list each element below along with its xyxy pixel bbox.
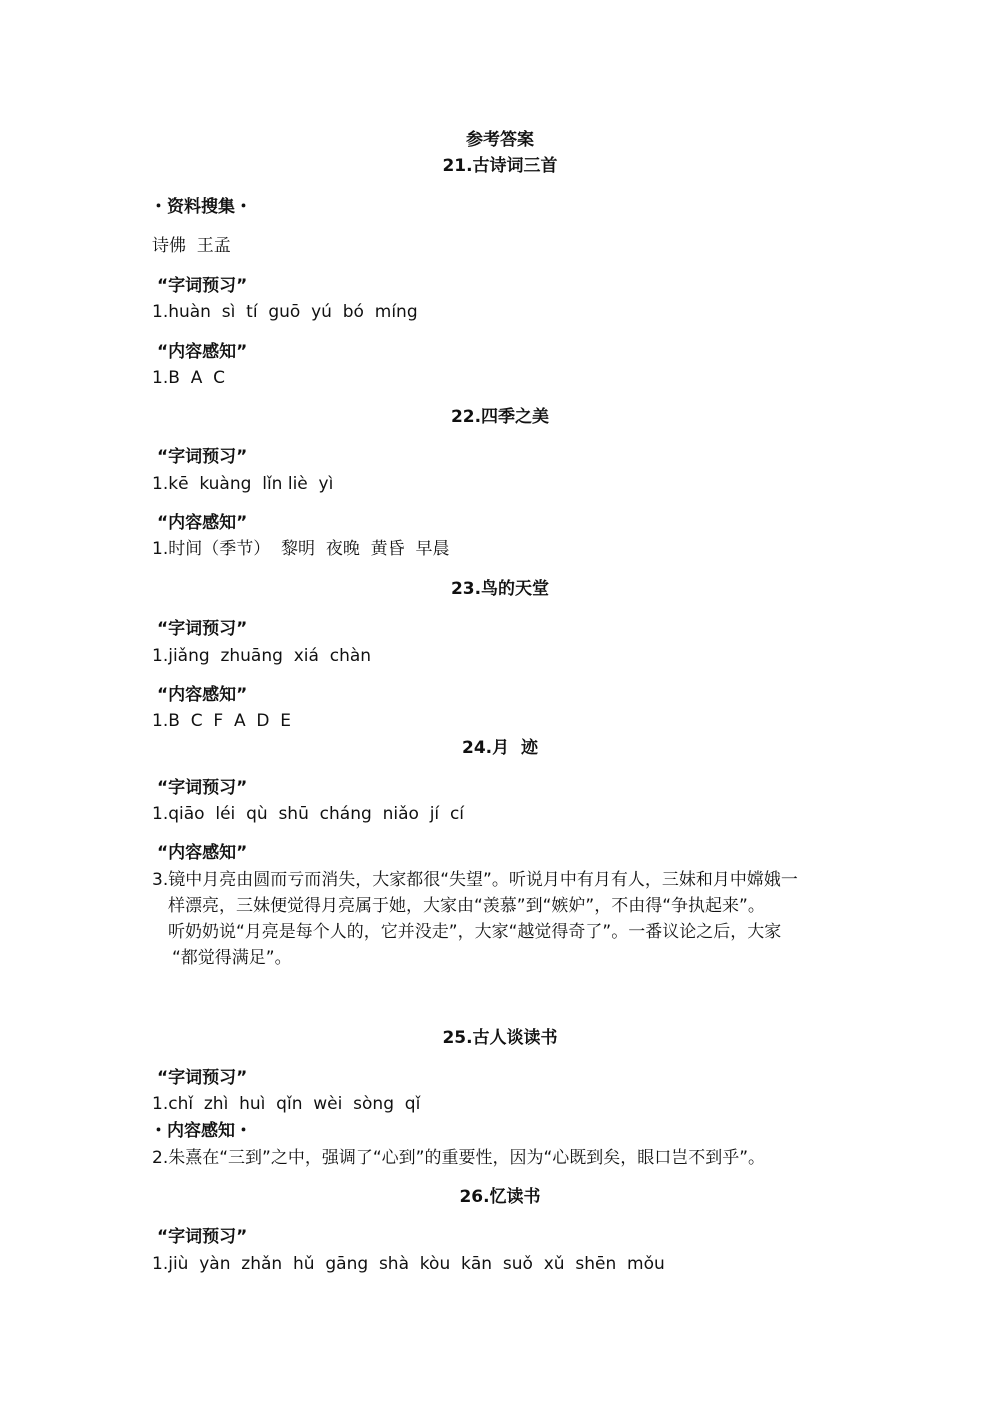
section-heading-22: 22.四季之美 xyxy=(450,407,550,427)
section-heading-23: 23.鸟的天堂 xyxy=(450,579,550,599)
content-label-24: “内容感知” xyxy=(157,843,248,863)
section-heading-21: 21.古诗词三首 xyxy=(442,156,558,176)
section-heading-26: 26.忆读书 xyxy=(459,1187,541,1207)
content-text-22: 1.时间（季节） 黎明 夜晚 黄昏 早晨 xyxy=(152,539,450,559)
vocab-text-24: 1.qiāo léi qù shū cháng niǎo jí cí xyxy=(152,804,465,824)
vocab-text-25: 1.chǐ zhì huì qǐn wèi sòng qǐ xyxy=(152,1094,421,1114)
content-text-23: 1.B C F A D E xyxy=(152,711,292,731)
vocab-text-21: 1.huàn sì tí guō yú bó míng xyxy=(152,302,418,322)
content-label-21: “内容感知” xyxy=(157,342,248,362)
vocab-text-26: 1.jiù yàn zhǎn hǔ gāng shà kòu kān suǒ xǔ shēn mǒu xyxy=(152,1254,665,1274)
content-text-25: 2.朱熹在“三到”之中，强调了“心到”的重要性，因为“心既到矣，眼口岂不到乎”。 xyxy=(152,1148,766,1168)
vocab-text-22: 1.kē kuàng lǐn liè yì xyxy=(152,474,334,494)
section-heading-25: 25.古人谈读书 xyxy=(442,1028,558,1048)
resource-text: 诗佛 王孟 xyxy=(152,236,231,256)
content-line-24-1: 3.镜中月亮由圆而亏而消失，大家都很“失望”。听说月中有月有人，三妹和月中嫦娥一 xyxy=(152,870,798,890)
resource-label: ・资料搜集・ xyxy=(150,197,252,217)
content-label-22: “内容感知” xyxy=(157,513,248,533)
vocab-label-26: “字词预习” xyxy=(157,1227,248,1247)
content-line-24-2: 样漂亮，三妹便觉得月亮属于她，大家由“羡慕”到“嫉妒”，不由得“争执起来”。 xyxy=(168,896,765,916)
section-heading-24: 24.月 迹 xyxy=(462,738,538,758)
vocab-text-23: 1.jiǎng zhuāng xiá chàn xyxy=(152,646,372,666)
vocab-label-25: “字词预习” xyxy=(157,1068,248,1088)
vocab-label-21: “字词预习” xyxy=(157,276,248,296)
content-label-25: ・内容感知・ xyxy=(150,1121,252,1141)
content-label-23: “内容感知” xyxy=(157,685,248,705)
document-title: 参考答案 xyxy=(466,130,534,150)
vocab-label-24: “字词预习” xyxy=(157,778,248,798)
content-text-21: 1.B A C xyxy=(152,368,225,388)
content-line-24-4: “都觉得满足”。 xyxy=(172,948,292,968)
vocab-label-23: “字词预习” xyxy=(157,619,248,639)
content-line-24-3: 听奶奶说“月亮是每个人的，它并没走”，大家“越觉得奇了”。一番议论之后，大家 xyxy=(168,922,782,942)
vocab-label-22: “字词预习” xyxy=(157,447,248,467)
